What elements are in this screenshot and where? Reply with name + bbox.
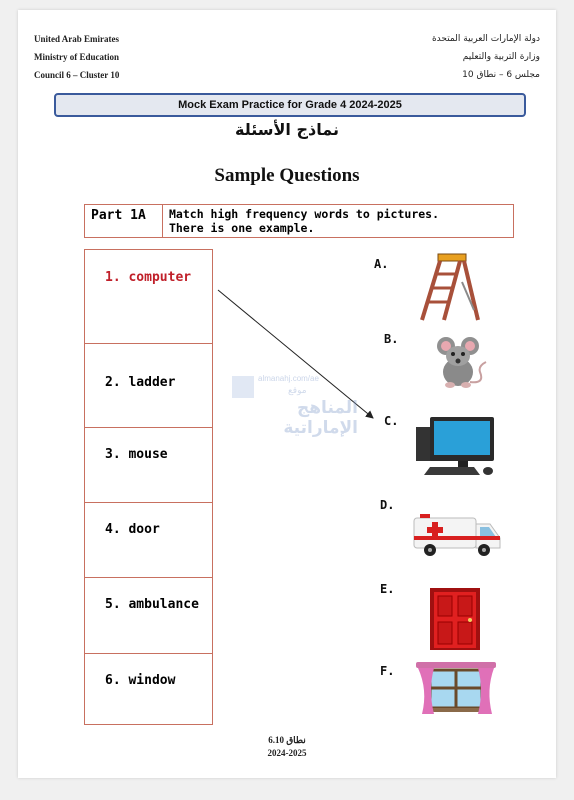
instruction-line-2: There is one example. (169, 221, 315, 235)
word-label: 3. mouse (105, 447, 168, 462)
window-icon (414, 660, 498, 720)
word-label: 6. window (105, 673, 176, 688)
option-letter-f: F. (380, 664, 395, 678)
council-label-ar: مجلس 6 – نطاق 10 (462, 70, 540, 80)
option-letter-b: B. (384, 332, 399, 346)
country-label-ar: دولة الإمارات العربية المتحدة (431, 34, 540, 44)
watermark-url: almanahj.com/ae (258, 374, 319, 383)
council-label: Council 6 – Cluster 10 (34, 70, 120, 80)
mouse-icon (430, 332, 490, 392)
option-letter-d: D. (380, 498, 395, 512)
exam-title-bar: Mock Exam Practice for Grade 4 2024-2025 (54, 93, 526, 117)
watermark-name: المناهج الإماراتية (283, 398, 358, 438)
ambulance-icon (410, 512, 504, 558)
computer-icon (414, 413, 498, 479)
ladder-icon (416, 252, 486, 322)
word-label: 4. door (105, 522, 160, 537)
footer-cluster: نطاق 6.10 (268, 735, 306, 745)
option-letter-e: E. (380, 582, 395, 596)
watermark-logo-icon (232, 376, 254, 398)
word-label: 2. ladder (105, 375, 176, 390)
watermark-site-label: موقع (288, 386, 307, 396)
watermark (228, 372, 358, 438)
instruction-line-1: Match high frequency words to pictures. (169, 207, 440, 221)
option-letter-c: C. (384, 414, 399, 428)
footer-year: 2024-2025 (267, 748, 307, 758)
word-label: 5. ambulance (105, 597, 199, 612)
sample-questions-title: Sample Questions (214, 165, 360, 186)
country-label: United Arab Emirates (34, 34, 119, 44)
part-label: Part 1A (85, 205, 163, 237)
ministry-label-ar: وزارة التربية والتعليم (462, 52, 540, 62)
arabic-title: نماذج الأسئلة (235, 120, 339, 139)
ministry-label: Ministry of Education (34, 52, 120, 62)
word-label: 1. computer (105, 270, 192, 285)
option-letter-a: A. (374, 257, 389, 271)
door-icon (428, 586, 484, 652)
